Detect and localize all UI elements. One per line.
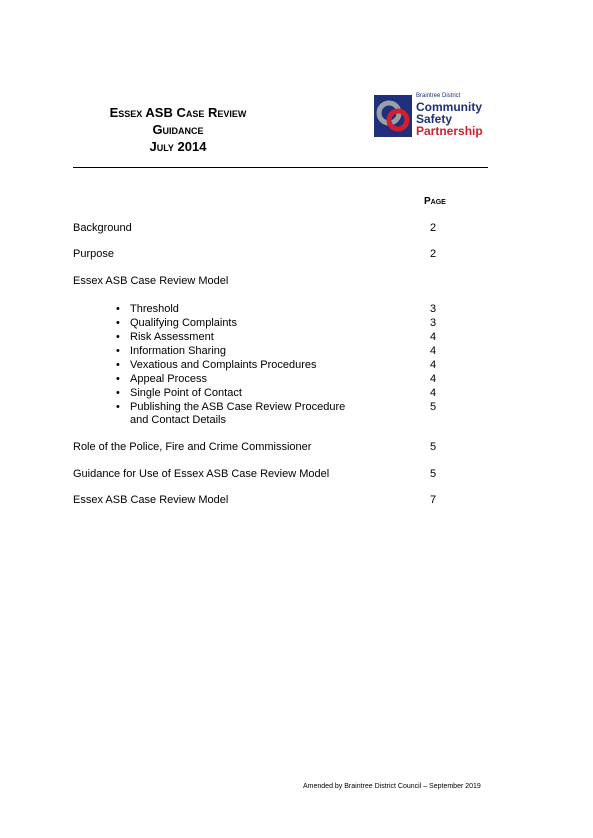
toc-sub-vexatious: Vexatious and Complaints Procedures [130,359,317,371]
toc-sub-page-vexatious: 4 [430,359,437,371]
toc-page-guidance: 5 [430,468,437,480]
toc-sub-risk: Risk Assessment [130,331,214,343]
toc-sub-qualifying: Qualifying Complaints [130,317,237,329]
toc-entry-background: Background [73,222,132,234]
bullet-icon: • [116,387,120,399]
bullet-icon: • [116,303,120,315]
title-line-3: July 2014 [149,139,207,154]
toc-page-pfcc: 5 [430,441,437,453]
footer-note: Amended by Braintree District Council – September 2019 [303,783,481,790]
toc-sub-publishing-cont: and Contact Details [130,414,226,426]
logo-district-text: Braintree District [416,93,461,99]
bullet-icon: • [116,317,120,329]
bullet-icon: • [116,401,120,413]
title-line-1: Essex ASB Case Review [109,105,247,120]
bullet-icon: • [116,345,120,357]
toc-page-purpose: 2 [430,248,437,260]
toc-sub-page-information: 4 [430,345,437,357]
toc-sub-threshold: Threshold [130,303,179,315]
toc-page-background: 2 [430,222,437,234]
document-title [78,104,278,155]
toc-sub-page-appeal: 4 [430,373,437,385]
toc-sub-page-risk: 4 [430,331,437,343]
toc-entry-purpose: Purpose [73,248,114,260]
toc-entry-guidance: Guidance for Use of Essex ASB Case Review Model [73,468,330,480]
partnership-logo-icon [374,93,412,139]
toc-entry-model-final: Essex ASB Case Review Model [73,494,229,506]
toc-sub-publishing: Publishing the ASB Case Review Procedure [130,401,346,413]
bullet-icon: • [116,373,120,385]
toc-sub-information: Information Sharing [130,345,226,357]
bullet-icon: • [116,359,120,371]
toc-sub-page-threshold: 3 [430,303,437,315]
toc-sub-spoc: Single Point of Contact [130,387,242,399]
logo-line-community: Community [416,100,482,114]
toc-page-model-final: 7 [430,494,437,506]
toc-sub-appeal: Appeal Process [130,373,208,385]
page-column-header: Page [424,196,446,207]
title-line-2: Guidance [152,122,204,137]
logo-line-safety: Safety [416,112,453,126]
toc-sub-page-publishing: 5 [430,401,437,413]
header-divider [73,167,488,168]
bullet-icon: • [116,331,120,343]
toc-entry-pfcc: Role of the Police, Fire and Crime Commissioner [73,441,312,453]
toc-sub-page-qualifying: 3 [430,317,437,329]
partnership-logo [374,93,494,139]
logo-line-partnership: Partnership [416,124,483,138]
toc-entry-model: Essex ASB Case Review Model [73,275,229,287]
toc-sub-page-spoc: 4 [430,387,437,399]
